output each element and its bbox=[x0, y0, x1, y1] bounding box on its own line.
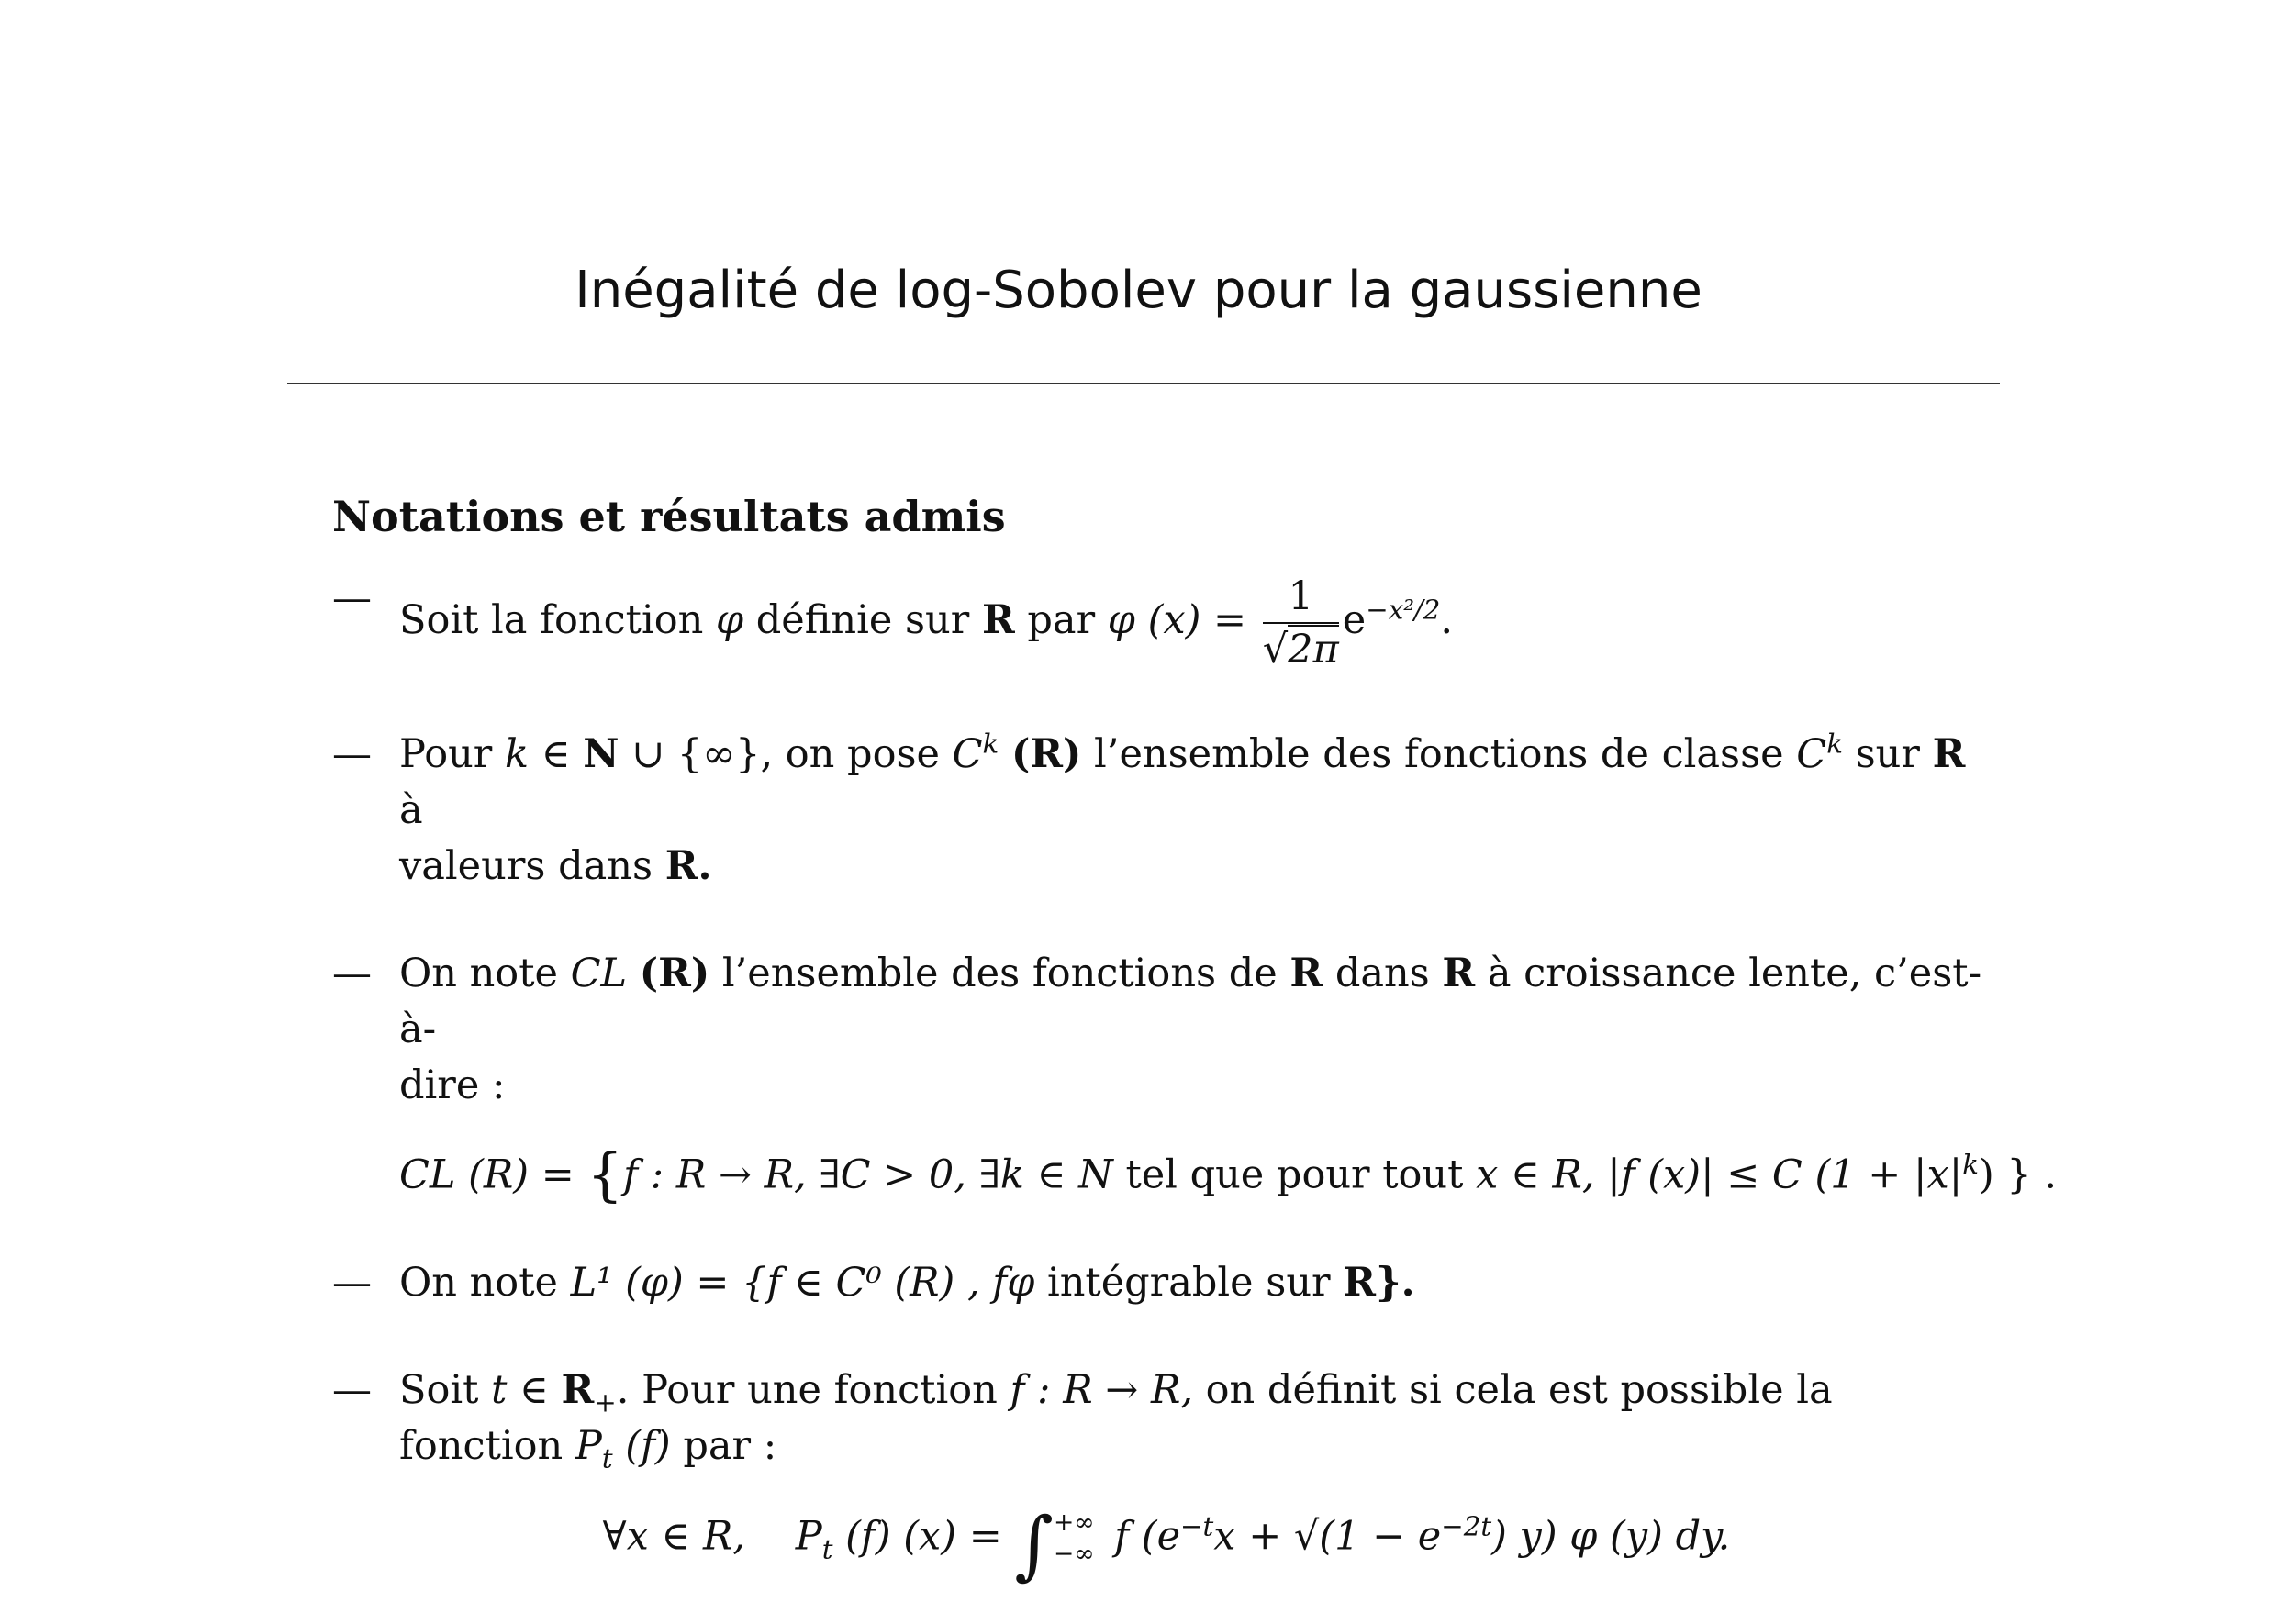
list-item-l1: — On note L¹ (φ) = {f ∈ C⁰ (R) , fφ intégrable sur R}. bbox=[332, 1255, 2001, 1311]
display-equation-cl: CL (R) = {f : R → R, ∃C > 0, ∃k ∈ N tel que pour tout x ∈ R, |f (x)| ≤ C $(1 + |x|^k)$ } . bbox=[399, 1141, 2058, 1208]
fraction: $\frac{1}{√2\pi}$ bbox=[1263, 571, 1339, 675]
page-title: Inégalité de log-Sobolev pour la gaussienne bbox=[575, 261, 1702, 320]
list-item-pt: — Soit t ∈ $R_+$. Pour une fonction f : R → R, on définit si cela est possible la fonction $P_t$ (f) par : ∀x ∈ R, $P_t$ (f) (x) = ∫ +∞ −∞ f ($e^{-t}x + √(1 - e^{-2t})$ y) φ (y) dy. bbox=[332, 1363, 2001, 1574]
item-dash: — bbox=[332, 951, 372, 996]
item-dash: — bbox=[332, 1259, 372, 1306]
item-dash: — bbox=[332, 575, 372, 621]
integral-sign: ∫ bbox=[1014, 1501, 1054, 1589]
list-item-ck: — Pour k ∈ N ∪ {∞}, on pose $C^k$ (R) l’ensemble des fonctions de classe $C^k$ sur R à valeurs dans R. bbox=[332, 728, 1966, 889]
list-item-cl: — On note CL (R) l’ensemble des fonctions de R dans R à croissance lente, c’est-à- dire : CL (R) = {f : R → R, ∃C > 0, ∃k ∈ N tel que pour tout x ∈ R, |f (x)| ≤ C $(1 + |x|^k)$ } . bbox=[332, 946, 2001, 1204]
list-item-phi: — Soit la fonction φ définie sur R par φ (x) = $\frac{1}{√2\pi}$ $e^{-x^2/2}$. bbox=[332, 571, 2001, 675]
title-rule bbox=[287, 383, 2000, 384]
document-body bbox=[332, 489, 2058, 1624]
section-heading: Notations et résultats admis bbox=[332, 492, 1006, 541]
item-dash: — bbox=[332, 731, 372, 777]
display-equation-pt: ∀x ∈ R, $P_t$ (f) (x) = ∫ +∞ −∞ f ($e^{-t}x + √(1 - e^{-2t})$ y) φ (y) dy. bbox=[602, 1501, 1731, 1589]
item-dash: — bbox=[332, 1366, 372, 1413]
